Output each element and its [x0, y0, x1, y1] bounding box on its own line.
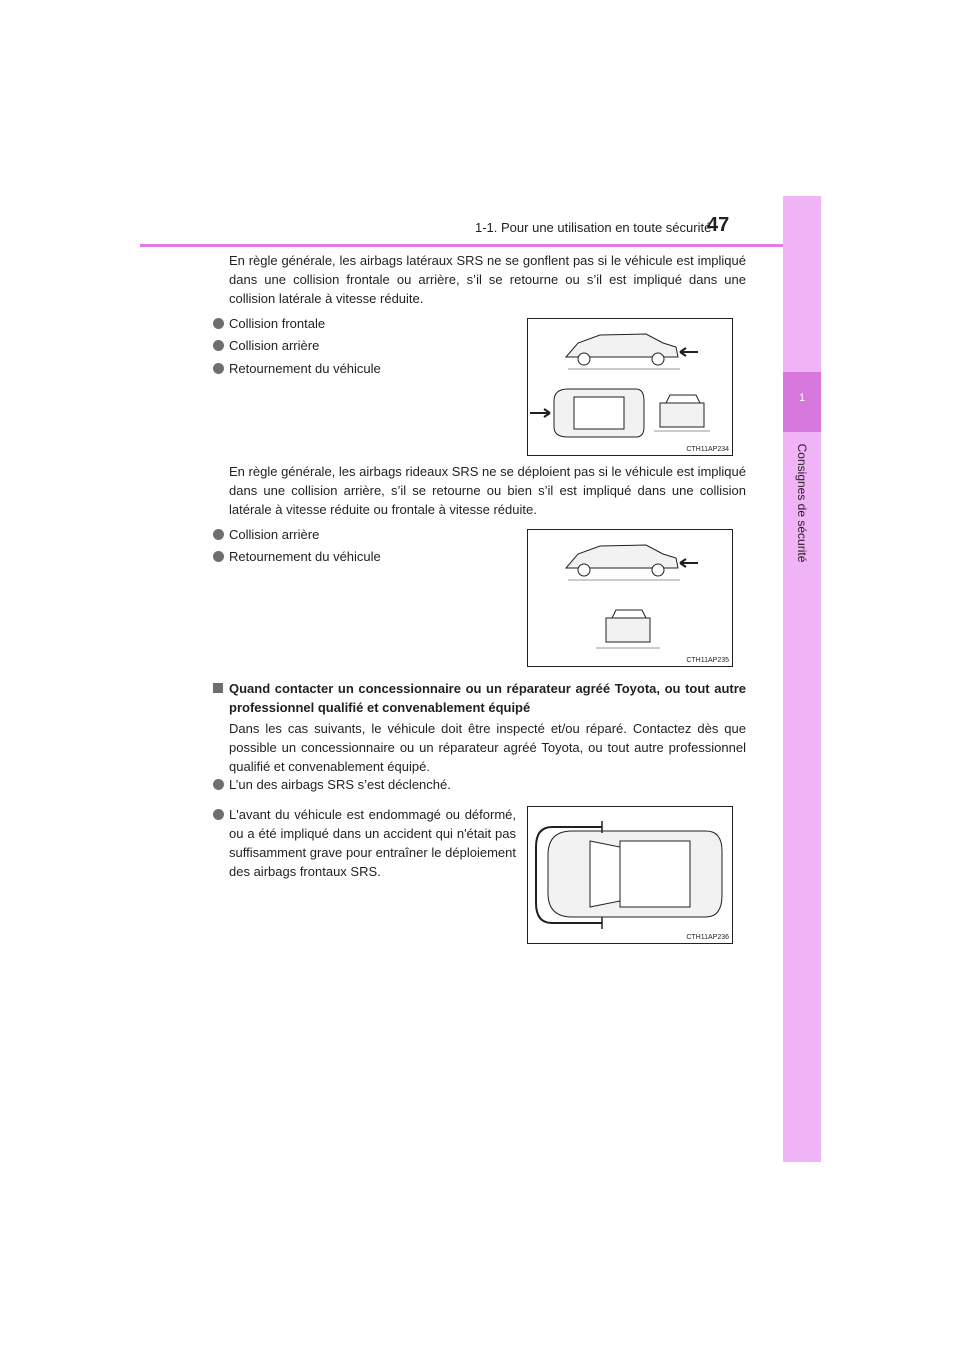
- bullet-icon: [213, 551, 224, 562]
- car-side-view-icon: [566, 334, 680, 369]
- bullet-icon: [213, 340, 224, 351]
- list-item: L’un des airbags SRS s’est déclenché.: [213, 775, 746, 794]
- chapter-label: Consignes de sécurité: [795, 443, 809, 563]
- car-top-view-icon: [548, 831, 722, 917]
- curtain-airbags-intro: En règle générale, les airbags rideaux SRS ne se déploient pas si le véhicule est impliqué dans une collision arrière, s’il se retourne ou bien s’il est impliqué dans une collision latérale à vitesse réduite ou frontale à vitesse réduite.: [229, 464, 746, 517]
- figure-front-damage-area: [527, 806, 733, 944]
- front-damage-illustration: [528, 807, 732, 943]
- heading-square-icon: [213, 683, 223, 693]
- car-rollover-icon: [596, 610, 660, 648]
- collision-illustration: [528, 319, 732, 455]
- impact-arrow-icon: [530, 409, 550, 417]
- list-item: Collision arrière: [213, 336, 319, 355]
- list-item: Retournement du véhicule: [213, 547, 381, 566]
- list-item: Retournement du véhicule: [213, 359, 381, 378]
- chapter-side-tab: [783, 196, 821, 1162]
- figure-curtain-airbag-collisions: [527, 529, 733, 667]
- impact-arrow-icon: [680, 559, 698, 567]
- dealer-body: Dans les cas suivants, le véhicule doit être inspecté et/ou réparé. Contactez dès que possible un concessionnaire ou un réparateur agréé Toyota, ou tout autre professionnel qualifié et convenablement équipé.: [229, 721, 746, 774]
- figure-code: CTH11AP235: [686, 657, 729, 664]
- list-item: Collision frontale: [213, 314, 325, 333]
- section-heading: Quand contacter un concessionnaire ou un réparateur agréé Toyota, ou tout autre professionnel qualifié et convenablement équipé: [213, 679, 746, 717]
- bullet-icon: [213, 809, 224, 820]
- car-side-view-icon: [566, 545, 680, 580]
- chapter-number: 1: [798, 392, 806, 404]
- bullet-icon: [213, 529, 224, 540]
- header-rule: [140, 244, 820, 247]
- car-top-view-icon: [554, 389, 644, 437]
- figure-side-airbag-collisions: [527, 318, 733, 456]
- figure-code: CTH11AP234: [686, 446, 729, 453]
- impact-arrow-icon: [680, 348, 698, 356]
- page-number: 47: [707, 214, 730, 236]
- section-title: 1-1. Pour une utilisation en toute sécurité: [475, 220, 712, 235]
- side-airbags-intro: En règle générale, les airbags latéraux SRS ne se gonflent pas si le véhicule est impliqué dans une collision frontale ou arrière, s’il se retourne ou s’il est impliqué dans une collision latérale à vitesse réduite.: [229, 253, 746, 306]
- list-item: L'avant du véhicule est endommagé ou déformé, ou a été impliqué dans un accident qui n'était pas suffisamment grave pour entraîner le déploiement des airbags frontaux SRS.: [213, 805, 516, 881]
- bullet-icon: [213, 779, 224, 790]
- collision-illustration: [528, 530, 732, 666]
- car-rollover-icon: [654, 395, 710, 431]
- bullet-icon: [213, 318, 224, 329]
- bullet-icon: [213, 363, 224, 374]
- list-item: Collision arrière: [213, 525, 319, 544]
- figure-code: CTH11AP236: [686, 934, 729, 941]
